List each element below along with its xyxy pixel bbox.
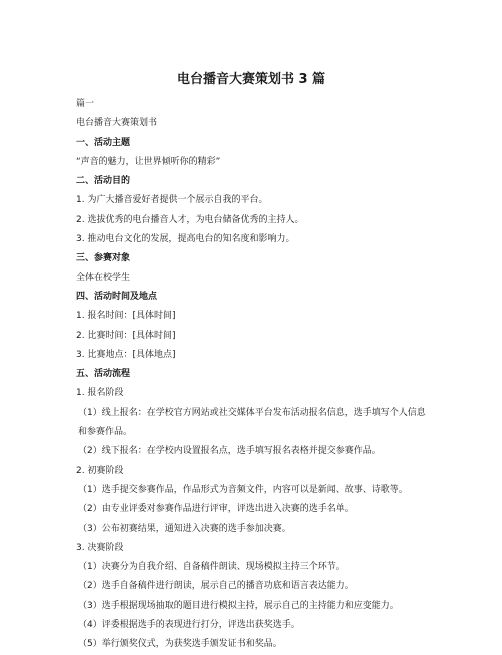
body-line: 3. 决赛阶段 — [76, 542, 124, 553]
body-line: （3）公布初赛结果，通知进入决赛的选手参加决赛。 — [78, 523, 291, 534]
section-heading: 一、活动主题 — [76, 137, 131, 148]
body-line: 3. 推动电台文化的发展，提高电台的知名度和影响力。 — [76, 234, 295, 245]
body-line: （2）由专业评委对参赛作品进行评审，评选出进入决赛的选手名单。 — [78, 504, 354, 515]
body-line: “声音的魅力，让世界倾听你的精彩” — [76, 156, 221, 167]
body-line: 2. 初赛阶段 — [76, 465, 124, 476]
body-line: 篇一 — [76, 99, 95, 109]
body-line: （5）举行颁奖仪式，为获奖选手颁发证书和奖品。 — [78, 639, 282, 650]
section-heading: 五、活动流程 — [76, 369, 131, 380]
body-line: 1. 报名阶段 — [76, 388, 124, 399]
section-heading: 四、活动时间及地点 — [76, 291, 158, 302]
body-line: （1）线上报名：在学校官方网站或社交媒体平台发布活动报名信息，选手填写个人信息和参赛作品。 — [78, 407, 426, 438]
body-line: （1）决赛分为自我介绍、自备稿件朗读、现场模拟主持三个环节。 — [78, 562, 345, 573]
body-line: 3. 比赛地点：[具体地点] — [76, 349, 176, 360]
body-line: 电台播音大赛策划书 — [76, 118, 158, 129]
body-line: （3）选手根据现场抽取的题目进行模拟主持，展示自己的主持能力和应变能力。 — [78, 600, 399, 611]
document-body — [76, 95, 430, 655]
section-heading: 三、参赛对象 — [76, 253, 131, 264]
body-line: 全体在校学生 — [76, 272, 131, 283]
body-line: （2）线下报名：在学校内设置报名点，选手填写报名表格并提交参赛作品。 — [78, 446, 381, 457]
body-line: 1. 为广大播音爱好者提供一个展示自我的平台。 — [76, 195, 268, 206]
body-line: （4）评委根据选手的表现进行打分，评选出获奖选手。 — [78, 620, 300, 631]
document-title: 电台播音大赛策划书 3 篇 — [176, 72, 326, 87]
body-line: 2. 选拔优秀的电台播音人才，为电台储备优秀的主持人。 — [76, 214, 304, 225]
body-line: 1. 报名时间：[具体时间] — [76, 311, 176, 322]
body-line: （1）选手提交参赛作品，作品形式为音频文件，内容可以是新闻、故事、诗歌等。 — [78, 484, 408, 495]
body-line: 2. 比赛时间：[具体时间] — [76, 330, 176, 341]
section-heading: 二、活动目的 — [76, 176, 131, 187]
body-line: （2）选手自备稿件进行朗读，展示自己的播音功底和语言表达能力。 — [78, 581, 354, 592]
